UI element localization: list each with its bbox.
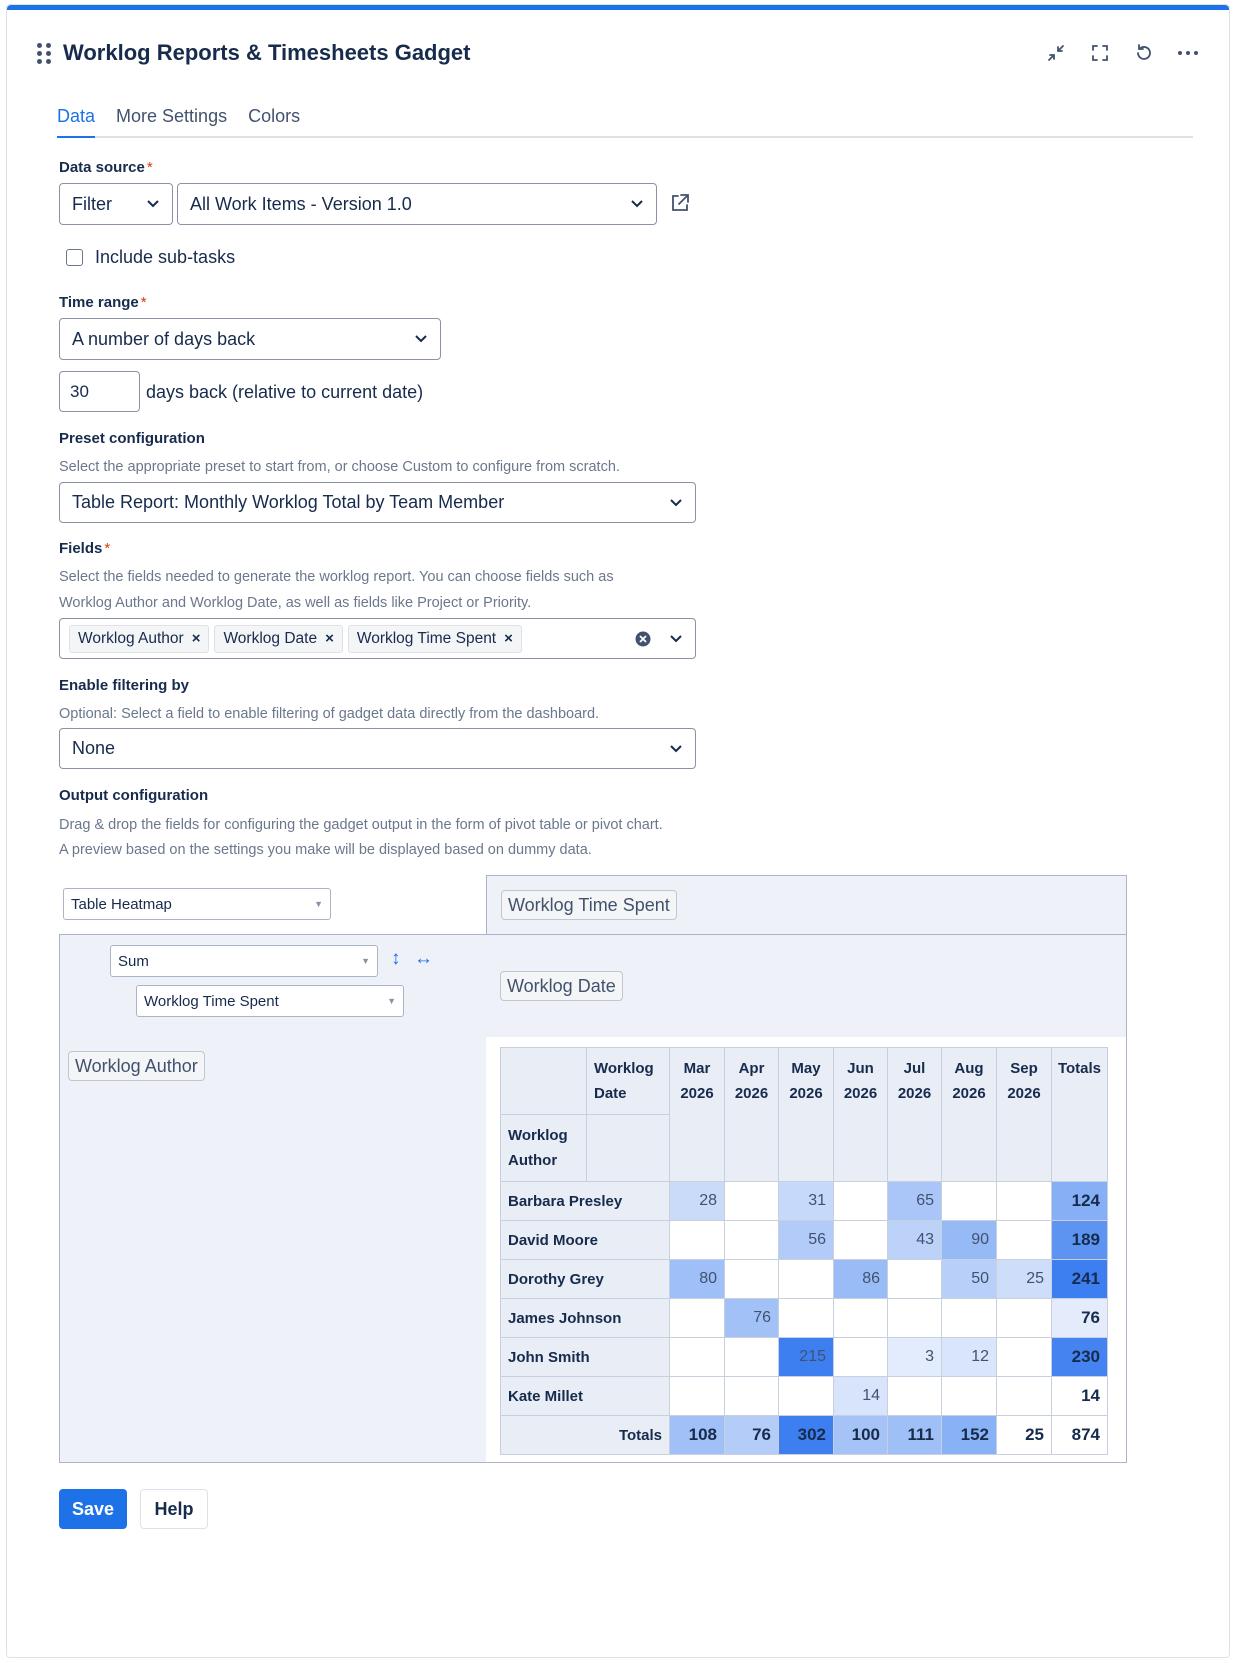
month-name: Aug	[954, 1060, 984, 1077]
filter-select[interactable]	[177, 183, 657, 225]
save-button[interactable]: Save	[59, 1489, 127, 1529]
heat-cell	[997, 1182, 1052, 1221]
totals-row-label: Totals	[501, 1416, 670, 1455]
heat-cell: 76	[725, 1299, 779, 1338]
month-header	[888, 1048, 942, 1182]
heat-cell	[997, 1299, 1052, 1338]
heatmap-corner	[587, 1115, 670, 1182]
heat-cell: 28	[670, 1182, 725, 1221]
heat-cell	[779, 1299, 834, 1338]
remove-tag-icon[interactable]: ×	[191, 630, 201, 647]
chevron-down-icon	[146, 197, 160, 211]
heat-cell	[670, 1338, 725, 1377]
required-mark: *	[146, 159, 153, 176]
row-label: Barbara Presley	[501, 1182, 670, 1221]
time-range-label	[59, 294, 147, 311]
month-year: 2026	[1007, 1085, 1041, 1102]
heat-cell: 215	[779, 1338, 834, 1377]
month-name: Mar	[683, 1060, 711, 1077]
data-source-type-value: Filter	[72, 193, 112, 214]
dropdown-triangle-icon: ▼	[387, 996, 396, 1006]
tab-data[interactable]: Data	[57, 100, 95, 136]
external-link-icon[interactable]	[669, 192, 691, 214]
fields-label-text: Fields	[59, 540, 103, 557]
chevron-down-icon	[669, 632, 683, 646]
heat-cell: 50	[942, 1260, 997, 1299]
table-row	[501, 1299, 1108, 1338]
totals-header	[1052, 1048, 1108, 1182]
heat-cell	[725, 1377, 779, 1416]
row-total: 124	[1052, 1182, 1108, 1221]
field-tag-label: Worklog Date	[223, 629, 318, 647]
heat-cell: 43	[888, 1221, 942, 1260]
col-total: 76	[725, 1416, 779, 1455]
renderer-value: Table Heatmap	[71, 895, 172, 913]
heat-cell: 80	[670, 1260, 725, 1299]
aggregator-cell	[59, 934, 487, 1038]
gadget-header	[37, 35, 1199, 71]
heat-cell	[888, 1260, 942, 1299]
row-label: Dorothy Grey	[501, 1260, 670, 1299]
aggregator-select[interactable]	[110, 945, 378, 977]
chevron-down-icon	[669, 496, 683, 510]
month-year: 2026	[952, 1085, 986, 1102]
row-order-icon[interactable]: ↕	[391, 948, 401, 969]
month-name: May	[791, 1060, 821, 1077]
aggregator-field-value: Worklog Time Spent	[144, 992, 279, 1010]
month-year: 2026	[680, 1085, 714, 1102]
pivot-field-time-spent[interactable]: Worklog Time Spent	[501, 890, 677, 920]
heat-cell	[942, 1299, 997, 1338]
pivot-field-worklog-author[interactable]: Worklog Author	[68, 1051, 205, 1081]
heat-cell	[725, 1221, 779, 1260]
month-header	[997, 1048, 1052, 1182]
header-actions	[1045, 35, 1199, 71]
row-label: David Moore	[501, 1221, 670, 1260]
row-axis-label	[501, 1115, 587, 1182]
heat-cell	[779, 1260, 834, 1299]
data-source-label-text: Data source	[59, 159, 145, 176]
col-axis-label-line: Worklog	[594, 1060, 654, 1077]
col-total: 152	[942, 1416, 997, 1455]
table-row	[501, 1221, 1108, 1260]
row-fields-area[interactable]	[59, 1037, 487, 1463]
month-year: 2026	[843, 1085, 878, 1102]
heat-cell: 56	[779, 1221, 834, 1260]
heat-cell	[997, 1338, 1052, 1377]
heat-cell	[725, 1182, 779, 1221]
drag-handle-icon[interactable]	[37, 43, 51, 63]
tab-bar	[57, 100, 1193, 138]
fields-multiselect[interactable]	[59, 618, 696, 659]
heat-cell	[725, 1260, 779, 1299]
heat-cell	[942, 1182, 997, 1221]
remove-tag-icon[interactable]: ×	[504, 630, 513, 647]
month-name: Sep	[1010, 1060, 1038, 1077]
days-back-suffix: days back (relative to current date)	[146, 382, 424, 402]
heat-cell	[670, 1377, 725, 1416]
row-label: Kate Millet	[501, 1377, 670, 1416]
more-icon[interactable]	[1177, 42, 1199, 64]
heat-cell	[997, 1221, 1052, 1260]
col-order-icon[interactable]: ↔	[414, 948, 433, 969]
heat-cell	[997, 1377, 1052, 1416]
fields-help-line2: Worklog Author and Worklog Date, as well as fields like Project or Priority.	[59, 595, 532, 611]
required-mark: *	[140, 294, 147, 311]
fullscreen-icon[interactable]	[1089, 42, 1111, 64]
time-range-value: A number of days back	[72, 328, 256, 349]
heat-cell: 3	[888, 1338, 942, 1377]
heat-cell: 65	[888, 1182, 942, 1221]
include-subtasks-checkbox[interactable]	[66, 249, 83, 266]
field-tag	[348, 625, 522, 653]
row-axis-label-line: Worklog	[508, 1127, 568, 1144]
heat-cell: 31	[779, 1182, 834, 1221]
filtering-label: Enable filtering by	[59, 677, 190, 694]
row-axis-label-line: Author	[508, 1152, 558, 1169]
heat-cell: 90	[942, 1221, 997, 1260]
field-tag	[69, 625, 209, 653]
preset-help: Select the appropriate preset to start from, or choose Custom to configure from scratch.	[59, 459, 620, 475]
totals-row	[501, 1416, 1108, 1455]
col-total: 111	[888, 1416, 942, 1455]
table-row	[501, 1260, 1108, 1299]
month-header	[942, 1048, 997, 1182]
month-year: 2026	[789, 1085, 823, 1102]
heat-cell: 12	[942, 1338, 997, 1377]
col-total: 302	[779, 1416, 834, 1455]
heatmap-corner	[501, 1048, 587, 1115]
column-fields-area[interactable]	[486, 934, 1127, 1038]
gadget-title: Worklog Reports & Timesheets Gadget	[63, 40, 471, 65]
totals-header-label: Totals	[1057, 1060, 1102, 1077]
heat-cell	[670, 1299, 725, 1338]
col-total: 100	[834, 1416, 888, 1455]
remove-tag-icon[interactable]: ×	[325, 630, 334, 647]
row-label: John Smith	[501, 1338, 670, 1377]
table-row	[501, 1338, 1108, 1377]
tab-colors[interactable]: Colors	[248, 106, 301, 126]
include-subtasks-label: Include sub-tasks	[95, 247, 236, 267]
month-header	[779, 1048, 834, 1182]
heat-cell	[834, 1182, 888, 1221]
renderer-cell	[59, 875, 486, 935]
pivot-output	[486, 1037, 1127, 1463]
heat-cell	[834, 1338, 888, 1377]
field-tag-label: Worklog Time Spent	[356, 629, 497, 647]
col-axis-label	[587, 1048, 670, 1115]
fields-tags	[69, 625, 635, 653]
data-source-type-select[interactable]	[59, 183, 173, 225]
minimize-icon[interactable]	[1045, 42, 1067, 64]
heat-cell	[670, 1221, 725, 1260]
filter-value: All Work Items - Version 1.0	[190, 193, 412, 214]
days-back-value: 30	[70, 381, 89, 401]
dropdown-triangle-icon: ▼	[314, 899, 323, 909]
refresh-icon[interactable]	[1133, 42, 1155, 64]
row-label: James Johnson	[501, 1299, 670, 1338]
output-help-line1: Drag & drop the fields for configuring the gadget output in the form of pivot table or pivot chart.	[59, 817, 663, 833]
pivot-ui	[59, 875, 1127, 1463]
pivot-field-worklog-date[interactable]: Worklog Date	[500, 971, 623, 1001]
aggregator-field-select[interactable]	[136, 985, 404, 1017]
row-total: 230	[1052, 1338, 1108, 1377]
time-range-select[interactable]	[59, 318, 441, 360]
filtering-value: None	[72, 738, 116, 758]
heat-cell	[888, 1377, 942, 1416]
heat-cell	[834, 1221, 888, 1260]
col-axis-label-line: Date	[594, 1085, 627, 1102]
fields-help-line1: Select the fields needed to generate the worklog report. You can choose fields such as	[59, 569, 614, 585]
heatmap-header-row	[501, 1048, 1108, 1115]
preset-select[interactable]	[59, 482, 696, 523]
aggregator-value: Sum	[118, 952, 149, 970]
table-row	[501, 1182, 1108, 1221]
help-button[interactable]: Help	[140, 1489, 208, 1529]
tab-more-settings[interactable]: More Settings	[116, 106, 228, 126]
output-help-line2: A preview based on the settings you make will be displayed based on dummy data.	[59, 842, 592, 858]
table-row	[501, 1377, 1108, 1416]
preset-label: Preset configuration	[59, 430, 205, 447]
field-tag-label: Worklog Author	[78, 629, 184, 647]
col-total: 25	[997, 1416, 1052, 1455]
time-range-label-text: Time range	[59, 294, 139, 311]
heat-cell	[834, 1299, 888, 1338]
heat-cell: 25	[997, 1260, 1052, 1299]
row-total: 241	[1052, 1260, 1108, 1299]
row-total: 76	[1052, 1299, 1108, 1338]
heat-cell	[888, 1299, 942, 1338]
grand-total: 874	[1052, 1416, 1108, 1455]
data-source-label	[59, 159, 153, 176]
fields-label	[59, 540, 110, 557]
heatmap-table	[500, 1047, 1108, 1455]
month-header	[834, 1048, 888, 1182]
month-name: Jul	[903, 1060, 926, 1077]
heat-cell	[725, 1338, 779, 1377]
chevron-down-icon	[669, 742, 683, 756]
row-total: 14	[1052, 1377, 1108, 1416]
clear-all-icon[interactable]	[635, 631, 651, 647]
filtering-select[interactable]	[59, 728, 696, 769]
renderer-select[interactable]	[63, 888, 331, 920]
filtering-help: Optional: Select a field to enable filtering of gadget data directly from the dashboard.	[59, 706, 600, 722]
chevron-down-icon	[414, 332, 428, 346]
month-header	[725, 1048, 779, 1182]
field-tag	[214, 625, 342, 653]
row-total: 189	[1052, 1221, 1108, 1260]
col-total: 108	[670, 1416, 725, 1455]
heat-cell: 14	[834, 1377, 888, 1416]
heat-cell: 86	[834, 1260, 888, 1299]
days-back-input[interactable]	[59, 371, 140, 412]
required-mark: *	[104, 540, 111, 557]
month-header	[670, 1048, 725, 1182]
preset-value: Table Report: Monthly Worklog Total by Team Member	[72, 492, 505, 512]
month-name: Jun	[847, 1060, 874, 1077]
heat-cell	[779, 1377, 834, 1416]
month-name: Apr	[738, 1060, 765, 1077]
chevron-down-icon	[630, 197, 644, 211]
accent-bar	[7, 5, 1229, 10]
heat-cell	[942, 1377, 997, 1416]
month-year: 2026	[897, 1085, 932, 1102]
output-label: Output configuration	[59, 787, 209, 804]
unused-fields-area[interactable]	[486, 875, 1127, 935]
dropdown-triangle-icon: ▼	[361, 956, 370, 966]
month-year: 2026	[734, 1085, 769, 1102]
